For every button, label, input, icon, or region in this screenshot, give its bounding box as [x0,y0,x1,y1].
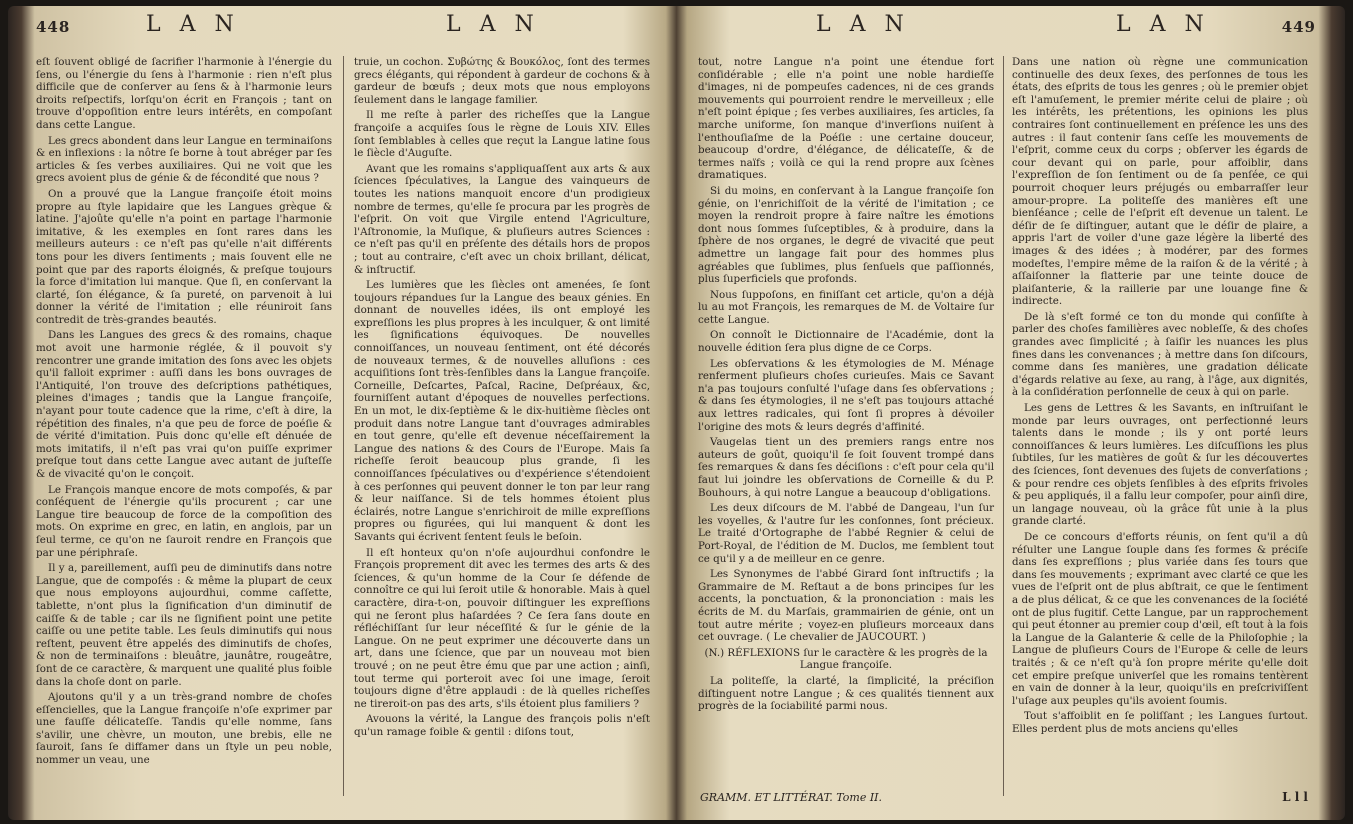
open-book [8,6,1345,820]
left-column-1 [36,56,332,806]
paragraph: Nous ſuppoſons, en finiſſant cet article, qu'on a déjà lu au mot François, les remarques de M. de Voltaire ſur cette Langue. [698,288,994,326]
running-head-left [36,12,658,42]
right-page [696,12,1316,808]
paragraph: La politeſſe, la clarté, la ſimplicité, la préciſion diſtinguent notre Langue ; & ces qualités tiennent aux progrès de la ſociabilité parmi nous. [698,674,994,713]
paragraph: Avant que les romains s'appliquaſſent aux arts & aux ſciences ſpéculatives, la Langue des vainqueurs de toutes les nations manquoit encore d'un prodigieux nombre de termes, qu'elle ſe procura par les progrès de l'eſprit. On voit que Virgile entend l'Agriculture, l'Aſtronomie, la Muſique, & pluſieurs autres Sciences : ce n'eſt pas qu'il en préſente des détails hors de propos ; tout au contraire, c'eſt avec un choix brillant, délicat, & inſtructif. [354,162,650,276]
left-column-2 [354,56,650,806]
paragraph: eſt ſouvent obligé de ſacrifier l'harmonie à l'énergie du ſens, ou l'énergie du ſens à l'harmonie : rien n'eſt plus difficile que de conſerver au ſens & à l'harmonie leurs droits reſpectifs, lorſqu'on écrit en François ; tant on trouve d'oppoſition entre leurs intérêts, en compoſant dans cette Langue. [36,56,332,131]
paragraph: De là s'eſt formé ce ton du monde qui conſiſte à parler des choſes familières avec nobleſſe, & des choſes grandes avec ſimplicité ; à ſaiſir les nuances les plus fines dans les convenances ; à mettre dans ſon diſcours, comme dans ſes manières, une gradation délicate d'égards relative au ſexe, au rang, à l'âge, aux dignités, à la conſidération perſonnelle de ceux à qui on parle. [1012,310,1308,399]
page-number-left: 448 [36,18,71,36]
head-word-left-col2: L A N [446,12,540,37]
section-heading: (N.) RÉFLEXIONS ſur le caractère & les progrès de la Langue françoiſe. [704,646,988,672]
paragraph: Les lumières que les ſiècles ont amenées, ſe ſont toujours répandues ſur la Langue des beaux génies. En donnant de nouvelles idées, ils ont employé les expreſſions les plus propres à les inculquer, & ont limité les ſignifications équivoques. De nouvelles connoiſſances, un nouveau ſentiment, ont été décorés de nouveaux termes, & de nouvelles alluſions : ces acquiſitions ſont très-ſenſibles dans la Langue françoiſe. Corneille, Deſcartes, Paſcal, Racine, Deſpréaux, &c, fourniſſent autant d'époques de nouvelles perfections. En un mot, le dix-ſeptième & le dix-huitième ſiècles ont produit dans notre Langue tant d'ouvrages admirables en tout genre, qu'elle eſt devenue néceſſairement la Langue des nations & des Cours de l'Europe. Mais ſa richeſſe ſeroit beaucoup plus grande, ſi les connoiſſances ſpéculatives ou d'expérience s'étendoient à ces perſonnes qui peuvent donner le ton par leur rang & leur naiſſance. Si de tels hommes étoient plus éclairés, notre Langue s'enrichiroit de mille expreſſions propres ou figurées, qui lui manquent & dont les Savants qui écrivent ſentent ſeuls le beſoin. [354,279,650,543]
head-word-right-col2: L A N [1116,12,1210,37]
paragraph: On a prouvé que la Langue françoiſe étoit moins propre au ſtyle lapidaire que les Langues grèque & latine. J'ajoûte qu'elle n'a point en partage l'harmonie imitative, & les exemples en ſont rares dans les meilleurs auteurs : ce n'eſt pas qu'elle n'ait différents tons pour les divers ſentiments ; mais ſouvent elle ne point que par des raports éloignés, & preſque toujours la force d'imitation lui manque. Que ſi, en conſervant la clarté, ſon élégance, & ſa pureté, on parvenoit à lui donner la vérité de l'imitation ; elle réuniroit ſans contredit de très-grandes beautés. [36,187,332,326]
paragraph: Il y a, pareillement, auſſi peu de diminutifs dans notre Langue, que de compoſés : & même la plupart de ceux que nous employons aujourdhui, comme caſſette, tablette, n'ont plus la ſignification d'un diminutif de caiſſe & de table ; car ils ne ſignifient point une petite caiſſe ou une petite table. Les ſeuls diminutifs qui nous reſtent, peuvent être appelés des diminutifs de choſes, & non de terminaiſons : bleuâtre, jaunâtre, rougeâtre, ſont de ce caractère, & marquent une qualité plus foible dans la choſe dont on parle. [36,562,332,688]
paragraph: Les grecs abondent dans leur Langue en terminaiſons & en inflexions : la nôtre ſe borne à tout abréger par ſes articles & ſes verbes auxiliaires. Qui ne voit que les grecs avoient plus de génie & de fécondité que nous ? [36,134,332,185]
paragraph: Le François manque encore de mots compoſés, & par conſéquent de l'énergie qu'ils procurent ; car une Langue tire beaucoup de force de la compoſition des mots. On exprime en grec, en latin, en anglois, par un ſeul terme, ce qu'on ne ſauroit rendre en François que par une périphraſe. [36,483,332,559]
column-rule [1003,56,1004,796]
left-page [36,12,658,808]
paragraph: Avouons la vérité, la Langue des françois polis n'eſt qu'un ramage foible & gentil : diſons tout, [354,713,650,738]
page-signature: GRAMM. ET LITTÉRAT. Tome II. [700,791,883,804]
signature-mark: L l l [1282,790,1308,804]
head-word-right-col1: L A N [816,12,910,37]
paragraph: Dans une nation où règne une communication continuelle des deux ſexes, des perſonnes de tous les états, des eſprits de tous les genres ; où le premier objet eſt l'amuſement, le premier mérite celui de plaire ; où les intérêts, les prétentions, les opinions les plus contraires ſont continuellement en préſence les uns des autres : il faut contenir ſans ceſſe les mouvements de l'eſprit, comme ceux du corps ; obſerver les égards de cour devant qui on parle, pour affoiblir, dans l'expreſſion de ſon ſentiment ou de ſa penſée, ce qui pourroit choquer leurs préjugés ou embarraſſer leur amour-propre. La politeſſe des manières eſt une bienſéance ; celle de l'eſprit eſt devenue un talent. Le déſir de ſe diſtinguer, autant que le déſir de plaire, a appris l'art de voiler d'une gaze légère la liberté des images & des idées ; à modérer, par des formes modeſtes, l'empire même de la raiſon & de la vérité ; à aſſaiſonner la flatterie par une teinte douce de plaiſanterie, & la raillerie par une louange fine & indirecte. [1012,56,1308,308]
paragraph: Les deux diſcours de M. l'abbé de Dangeau, l'un ſur les voyelles, & l'autre ſur les conſonnes, ſont précieux. Le traité d'Ortographe de l'abbé Regnier & celui de Port-Royal, de l'édition de M. Duclos, me ſemblent tout ce qu'il y a de meilleur en ce genre. [698,502,994,565]
paragraph: Les Synonymes de l'abbé Girard ſont inſtructifs ; la Grammaire de M. Reſtaut a de bons principes ſur les accents, la ponctuation, & la prononciation : mais les écrits de M. du Marſais, grammairien de génie, ont un tout autre mérite ; voyez-en pluſieurs morceaux dans cet ouvrage. ( Le chevalier de JAUCOURT. ) [698,568,994,644]
paragraph: Les gens de Lettres & les Savants, en inſtruiſant le monde par leurs ouvrages, ont perfectionné leurs talents dans le monde ; ils y ont porté leurs connoiſſances & leurs lumières. Les diſcuſſions les plus ſubtiles, ſur les matières de goût & ſur les découvertes des ſciences, ſont devenues des ſujets de converſations ; & pour rendre ces objets ſenſibles à des eſprits frivoles & peu appliqués, il a fallu leur compoſer, pour ainſi dire, un langage nouveau, où la grâce fût unie à la plus grande clarté. [1012,402,1308,528]
paragraph: Tout s'affoiblit en ſe poliſſant ; les Langues ſurtout. Elles perdent plus de mots anciens qu'elles [1012,710,1308,735]
paragraph: De ce concours d'efforts réunis, on ſent qu'il a dû réſulter une Langue ſouple dans ſes formes & préciſe dans ſes expreſſions ; plus variée dans ſes tours que dans ſes mouvements ; exprimant avec clarté ce que les vues de l'eſprit ont de plus abſtrait, ce que le ſentiment a de plus délicat, & ce que les convenances de la ſociété ont de plus fugitif. Cette Langue, par un rapprochement qui peut étonner au premier coup d'œil, eſt tout à la fois la Langue de la Galanterie & celle de la Philoſophie ; la Langue de pluſieurs Cours de l'Europe & celle de leurs traités ; & ce n'eſt qu'à ſon propre mérite qu'elle doit cet empire preſque univerſel que les romains tentèrent en vain de donner à la leur, quoiqu'ils en preſcriviſſent l'uſage aux peuples qu'ils avoient ſoumis. [1012,530,1308,707]
paragraph: Il eſt honteux qu'on n'oſe aujourdhui confondre le François proprement dit avec les termes des arts & des ſciences, & qu'un homme de la Cour ſe défende de connoître ce qui lui ſeroit utile & honorable. Mais à quel caractère, dira-t-on, pouvoir diſtinguer les expreſſions qui ne ſeront plus haſardées ? Ce ſera ſans doute en réfléchiſſant ſur leur néceſſité & ſur le génie de la Langue. On ne peut exprimer une découverte dans un art, dans une ſcience, que par un nouveau mot bien trouvé ; on ne peut être ému que par une action ; ainſi, tout terme qui porteroit avec ſoi une image, ſeroit toujours digne d'être applaudi : de là quelles richeſſes ne tireroit-on pas des arts, s'ils étoient plus familiers ? [354,546,650,710]
running-head-right [696,12,1316,42]
paragraph: Si du moins, en conſervant à la Langue françoiſe ſon génie, on l'enrichiſſoit de la vérité de l'imitation ; ce moyen la rendroit propre à faire naître les émotions dont nous ſommes ſuſceptibles, & à produire, dans la ſphère de nos organes, le degré de vivacité que peut admettre un langage fait pour des hommes plus agréables que ſublimes, plus ſenſuels que paſſionnés, plus ſuperficiels que profonds. [698,184,994,286]
head-word-left-col1: L A N [146,12,240,37]
paragraph: tout, notre Langue n'a point une étendue fort conſidérable ; elle n'a point une noble hardieſſe d'images, ni de pompeuſes cadences, ni de ces grands mouvements qui pourroient rendre le merveilleux ; elle n'eſt point épique ; ſes verbes auxiliaires, ſes articles, ſa marche uniforme, ſon manque d'inverſions nuiſent à l'enthouſiaſme de la Poéſie : une certaine douceur, beaucoup d'ordre, d'élégance, de délicateſſe, & de termes naïfs ; voilà ce qui la rend propre aux ſcènes dramatiques. [698,56,994,182]
paragraph: On connoît le Dictionnaire de l'Académie, dont la nouvelle édition ſera plus digne de ce Corps. [698,329,994,355]
right-column-2 [1012,56,1308,806]
paragraph: Il me reſte à parler des richeſſes que la Langue françoiſe a acquiſes ſous le règne de Louis XIV. Elles ſont ſemblables à celles que reçut la Langue latine ſous le ſiècle d'Auguſte. [354,109,650,160]
paragraph: Vaugelas tient un des premiers rangs entre nos auteurs de goût, quoiqu'il ſe ſoit ſouvent trompé dans ſes remarques & dans ſes déciſions : c'eſt pour cela qu'il faut lui joindre les obſervations de Corneille & du P. Bouhours, à qui notre Langue a beaucoup d'obligations. [698,436,994,499]
column-rule [343,56,344,796]
paragraph: Dans les Langues des grecs & des romains, chaque mot avoit une harmonie réglée, & il pouvoit s'y rencontrer une grande imitation des ſons avec les objets qu'il falloit exprimer : auſſi dans les bons ouvrages de l'Antiquité, l'on trouve des deſcriptions pathétiques, pleines d'images ; tandis que la Langue françoiſe, n'ayant pour toute cadence que la rime, c'eſt à dire, la répétition des finales, n'a que peu de force de poéſie & de vérité d'imitation. Puis donc qu'elle eſt dénuée de mots imitatifs, il n'eſt pas vrai qu'on puiſſe exprimer preſque tout dans cette Langue avec autant de juſteſſe & de vivacité qu'on le conçoit. [36,329,332,480]
paragraph: Ajoutons qu'il y a un très-grand nombre de choſes eſſencielles, que la Langue françoiſe n'oſe exprimer par une fauſſe délicateſſe. Tandis qu'elle nomme, ſans s'avilir, une chèvre, un mouton, une brebis, elle ne ſauroit, ſans ſe diffamer dans un ſtyle un peu noble, nommer un veau, une [36,691,332,767]
paragraph: truie, un cochon. Συβώτης & Βουκόλος, ſont des termes grecs élégants, qui répondent à gardeur de cochons & à gardeur de bœufs ; deux mots que nous employons ſeulement dans le langage familier. [354,56,650,106]
paragraph: Les obſervations & les étymologies de M. Ménage renferment pluſieurs choſes curieuſes. Mais ce Savant n'a pas toujours conſulté l'uſage dans ſes obſervations ; & dans ſes étymologies, il ne s'eſt pas toujours attaché aux lettres radicales, qui ſont ſi propres à dévoiler l'origine des mots & leurs degrés d'affinité. [698,357,994,433]
right-column-1 [698,56,994,806]
page-number-right: 449 [1281,18,1316,36]
